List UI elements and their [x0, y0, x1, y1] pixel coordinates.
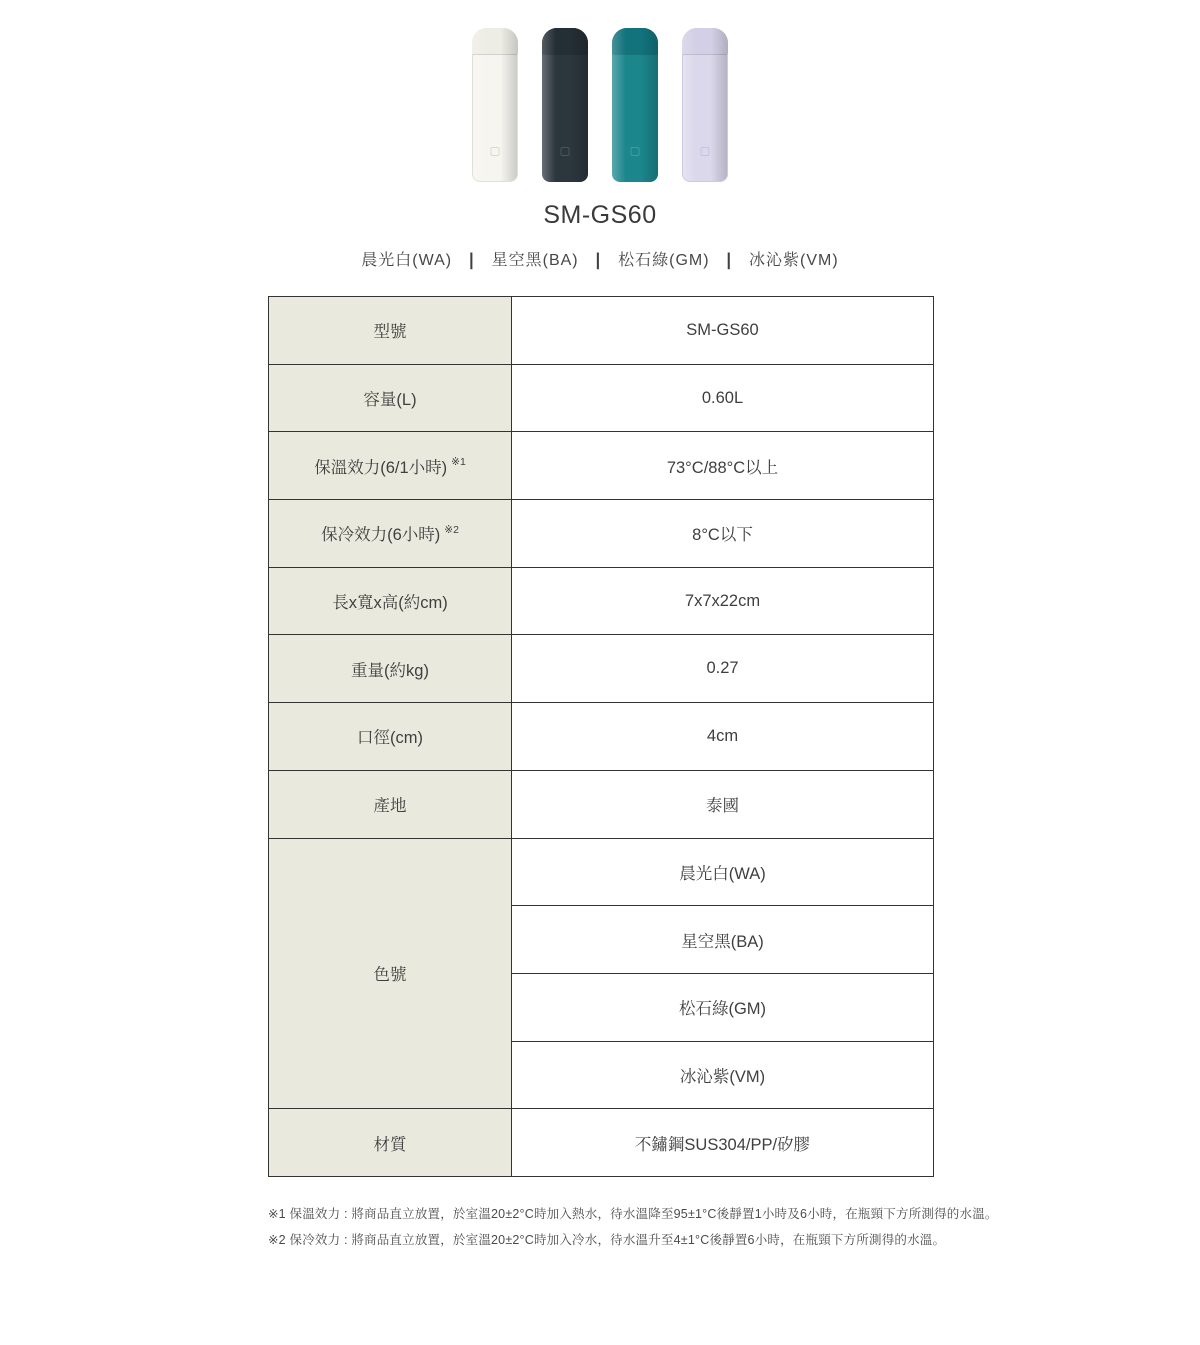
separator-bar: | — [595, 251, 602, 270]
spec-label-text: 保冷效力(6小時) — [321, 526, 441, 545]
bottle-seam — [613, 54, 657, 55]
spec-value-origin: 泰國 — [512, 770, 934, 838]
spec-label-model: 型號 — [269, 297, 512, 365]
spec-value-dimensions: 7x7x22cm — [512, 567, 934, 635]
brand-logo-icon — [701, 147, 710, 156]
table-row — [269, 703, 934, 771]
footnote-2: ※2 保冷效力 : 將商品直立放置，於室溫20±2°C時加入冷水，待水溫升至4±1°C後靜置6小時，在瓶頸下方所測得的水溫。 — [268, 1233, 946, 1247]
table-row — [269, 500, 934, 568]
separator-bar: | — [726, 251, 733, 270]
spec-value-weight: 0.27 — [512, 635, 934, 703]
spec-table — [268, 296, 934, 1177]
color-names-line — [0, 247, 1200, 270]
spec-label-dimensions: 長x寬x高(約cm) — [269, 567, 512, 635]
table-row — [269, 364, 934, 432]
spec-value-mouth-diameter: 4cm — [512, 703, 934, 771]
footnote-ref-2: ※2 — [444, 523, 459, 536]
bottle-icy-purple — [682, 28, 728, 182]
bottle-seam — [543, 54, 587, 55]
spec-label-text: 保溫效力(6/1小時) — [314, 458, 448, 477]
spec-label-capacity: 容量(L) — [269, 364, 512, 432]
color-name-wa: 晨光白(WA) — [361, 252, 453, 269]
spec-value-color-wa: 晨光白(WA) — [512, 838, 934, 906]
table-row — [269, 432, 934, 500]
bottle-cap — [472, 28, 518, 54]
spec-label-material: 材質 — [269, 1109, 512, 1177]
spec-value-material: 不鏽鋼SUS304/PP/矽膠 — [512, 1109, 934, 1177]
footnote-ref-1: ※1 — [451, 456, 466, 469]
model-title: SM-GS60 — [543, 201, 657, 229]
table-row — [269, 567, 934, 635]
table-row — [269, 1109, 934, 1177]
spec-label-weight: 重量(約kg) — [269, 635, 512, 703]
spec-label-color-codes: 色號 — [269, 838, 512, 1109]
bottle-seam — [473, 54, 517, 55]
brand-logo-icon — [561, 147, 570, 156]
table-row — [269, 297, 934, 365]
spec-value-capacity: 0.60L — [512, 364, 934, 432]
bottle-morning-white — [472, 28, 518, 182]
separator-bar: | — [469, 251, 475, 270]
spec-label-mouth-diameter: 口徑(cm) — [269, 703, 512, 771]
spec-value-color-ba: 星空黑(BA) — [512, 906, 934, 974]
bottle-cap — [612, 28, 658, 54]
bottle-seam — [683, 54, 727, 55]
spec-value-color-gm: 松石綠(GM) — [512, 973, 934, 1041]
color-name-ba: 星空黑(BA) — [491, 252, 579, 269]
spec-label-origin: 產地 — [269, 770, 512, 838]
color-name-gm: 松石綠(GM) — [618, 252, 710, 269]
table-row — [269, 770, 934, 838]
table-row — [269, 838, 934, 906]
spec-label-cold-retention — [269, 500, 512, 568]
spec-label-heat-retention — [269, 432, 512, 500]
brand-logo-icon — [491, 147, 500, 156]
product-image-row — [0, 28, 1200, 182]
footnote-1: ※1 保溫效力 : 將商品直立放置，於室溫20±2°C時加入熱水，待水溫降至95±1°C後靜置1小時及6小時，在瓶頸下方所測得的水溫。 — [268, 1207, 998, 1221]
brand-logo-icon — [631, 147, 640, 156]
bottle-cap — [682, 28, 728, 54]
spec-value-color-vm: 冰沁紫(VM) — [512, 1041, 934, 1109]
spec-value-heat-retention: 73°C/88°C以上 — [512, 432, 934, 500]
footnotes — [268, 1201, 998, 1253]
spec-value-model: SM-GS60 — [512, 297, 934, 365]
table-row — [269, 635, 934, 703]
bottle-starry-black — [542, 28, 588, 182]
color-name-vm: 冰沁紫(VM) — [749, 252, 839, 269]
bottle-cap — [542, 28, 588, 54]
bottle-pine-green — [612, 28, 658, 182]
spec-value-cold-retention: 8°C以下 — [512, 500, 934, 568]
